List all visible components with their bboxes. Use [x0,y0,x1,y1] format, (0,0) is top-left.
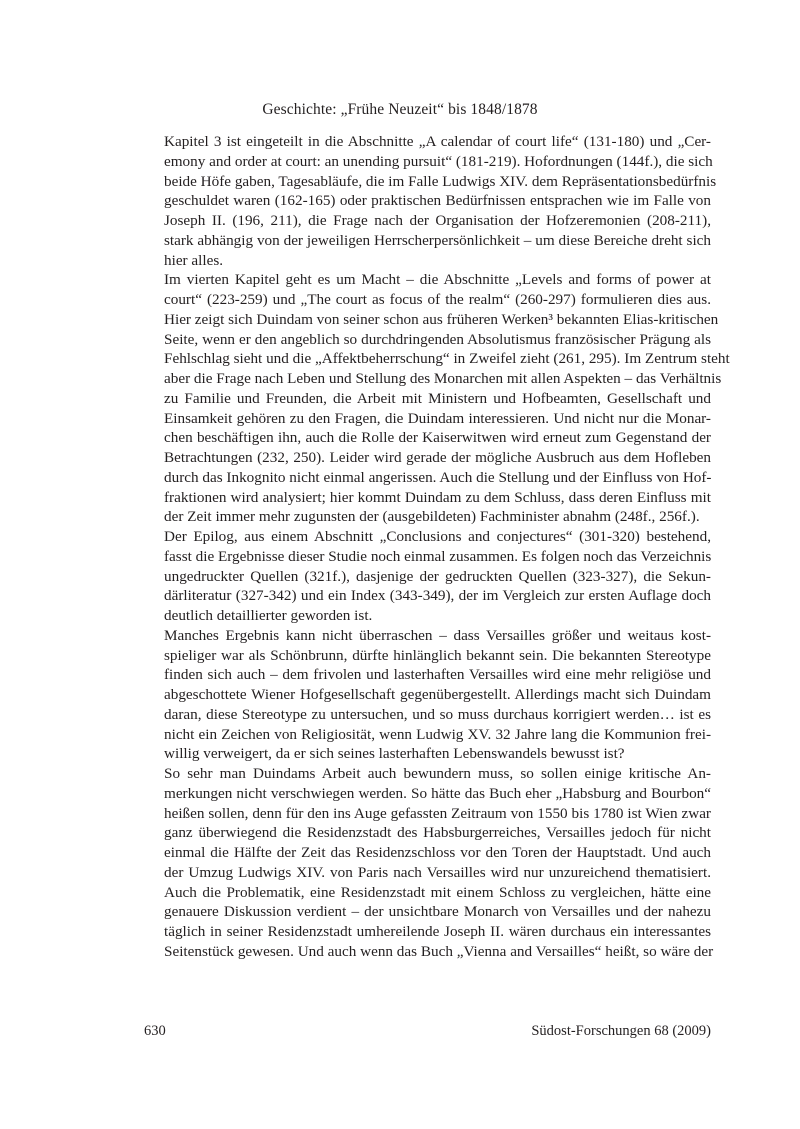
text-line: Auch die Problematik, eine Residenzstadt mit einem Schloss zu vergleichen, hätte eine [164,883,711,901]
text-line: Seitenstück gewesen. Und auch wenn das Buch „Vienna and Versailles“ heißt, so wäre der [164,942,714,960]
text-line: So sehr man Duindams Arbeit auch bewundern muss, so sollen einige kritische An- [164,765,711,782]
text-line: willig verweigert, da er sich seines lasterhaften Lebenswandels bewusst ist? [164,745,625,763]
text-line: geschuldet waren (162-165) oder praktischen Bedürfnissen entsprachen wie im Falle von [164,192,711,210]
text-line: därliteratur (327-342) und ein Index (343-349), der im Vergleich zur ersten Auflage doch [164,587,711,605]
text-line: beide Höfe gaben, Tagesabläufe, die im Falle Ludwigs XIV. dem Repräsentationsbedürfnis [164,172,717,190]
text-line: täglich in seiner Residenzstadt umhereilende Joseph II. wären durchaus ein interessantes [164,923,711,940]
page-number: 630 [144,1023,166,1039]
text-line: aber die Frage nach Leben und Stellung des Monarchen mit allen Aspekten – das Verhältnis [164,370,722,387]
text-line: daran, diese Stereotype zu untersuchen, und so muss durchaus korrigiert werden… ist es [164,705,711,723]
text-line: Betrachtungen (232, 250). Leider wird gerade der mögliche Ausbruch aus dem Hofleben [164,449,711,466]
paragraph [144,132,717,270]
text-line: hier alles. [164,251,224,269]
journal-citation: Südost-Forschungen 68 (2009) [531,1023,711,1039]
text-line: chen beschäftigen ihn, auch die Rolle der Kaiserwitwen wird erneut zum Gegenstand der [164,429,711,447]
text-line: court“ (223-259) und „The court as focus of the realm“ (260-297) formulieren dies aus. [164,291,711,308]
text-line: durch das Inkognito nicht einmal angerissen. Auch die Stellung und der Einfluss von Hof- [164,468,712,486]
text-line: zu Familie und Freunden, die Arbeit mit Ministern und Hofbeamten, Gesellschaft und [164,389,711,407]
text-line: Manches Ergebnis kann nicht überraschen – dass Versailles größer und weitaus kost- [164,626,711,644]
text-line: der Zeit immer mehr zugunsten der (ausgebildeten) Fachminister abnahm (248f., 256f.). [164,508,700,526]
text-line: fasst die Ergebnisse dieser Studie noch einmal zusammen. Es folgen noch das Verzeichnis [164,547,712,565]
text-line: Im vierten Kapitel geht es um Macht – die Abschnitte „Levels and forms of power at [164,271,711,289]
paragraph [144,527,711,626]
paragraph [144,764,714,962]
text-line: nicht ein Zeichen von Religiosität, wenn Ludwig XV. 32 Jahre lang die Kommunion frei- [164,725,711,743]
text-line: finden sich auch – dem frivolen und lasterhaften Versailles wird eine mehr religiöse und [164,666,711,684]
text-line: heißen sollen, denn für den ins Auge gefassten Zeitraum von 1550 bis 1780 ist Wien zwar [164,804,711,822]
text-line: spieliger war als Schönbrunn, dürfte hinlänglich bekannt sein. Die bekannten Stereotype [164,646,711,664]
paragraph [144,270,730,527]
text-line: Seite, wenn er den angeblich so durchdringenden Absolutismus französischer Prägung als [164,330,711,348]
text-line: Joseph II. (196, 211), die Frage nach der Organisation der Hofzeremonien (208-211), [164,212,711,229]
text-line: genauere Diskussion verdient – der unsichtbare Monarch von Versailles und der nahezu [164,903,711,921]
body-text [144,132,730,962]
text-line: deutlich detaillierter geworden ist. [164,607,373,624]
text-line: abgeschottete Wiener Hofgesellschaft gegenübergestellt. Allerdings macht sich Duindam [164,686,711,703]
text-line: Der Epilog, aus einem Abschnitt „Conclusions and conjectures“ (301-320) bestehend, [164,528,711,545]
text-line: ungedruckter Quellen (321f.), dasjenige der gedruckten Quellen (323-327), die Sekun- [164,567,711,585]
text-line: stark abhängig von der jeweiligen Herrscherpersönlichkeit – um diese Bereiche dreht sich [164,231,711,249]
text-line: Hier zeigt sich Duindam von seiner schon aus früheren Werken³ bekannten Elias-kritischen [164,310,719,328]
text-line: Einsamkeit gehören zu den Fragen, die Duindam interessieren. Und nicht nur die Monar- [164,409,711,427]
paragraph [144,626,711,764]
text-line: der Umzug Ludwigs XIV. von Paris nach Versailles wird nur unzureichend thematisiert. [164,863,711,881]
text-line: ganz überwiegend die Residenzstadt des Habsburgerreiches, Versailles jedoch für nicht [164,824,711,842]
text-line: Kapitel 3 ist eingeteilt in die Abschnitte „A calendar of court life“ (131-180) und „Cer- [164,133,711,150]
text-line: Fehlschlag sieht und die „Affektbeherrschung“ in Zweifel zieht (261, 295). Im Zentrum steht [164,350,730,368]
running-header: Geschichte: „Frühe Neuzeit“ bis 1848/1878 [262,101,538,118]
text-line: einmal die Hälfte der Zeit das Residenzschloss vor den Toren der Hauptstadt. Und auch [164,844,711,861]
text-line: fraktionen wird analysiert; hier kommt Duindam zu dem Schluss, dass deren Einfluss mit [164,488,711,506]
text-line: merkungen nicht verschwiegen werden. So hätte das Buch eher „Habsburg and Bourbon“ [164,784,711,802]
text-line: emony and order at court: an unending pursuit“ (181-219). Hofordnungen (144f.), die sich [164,152,713,170]
